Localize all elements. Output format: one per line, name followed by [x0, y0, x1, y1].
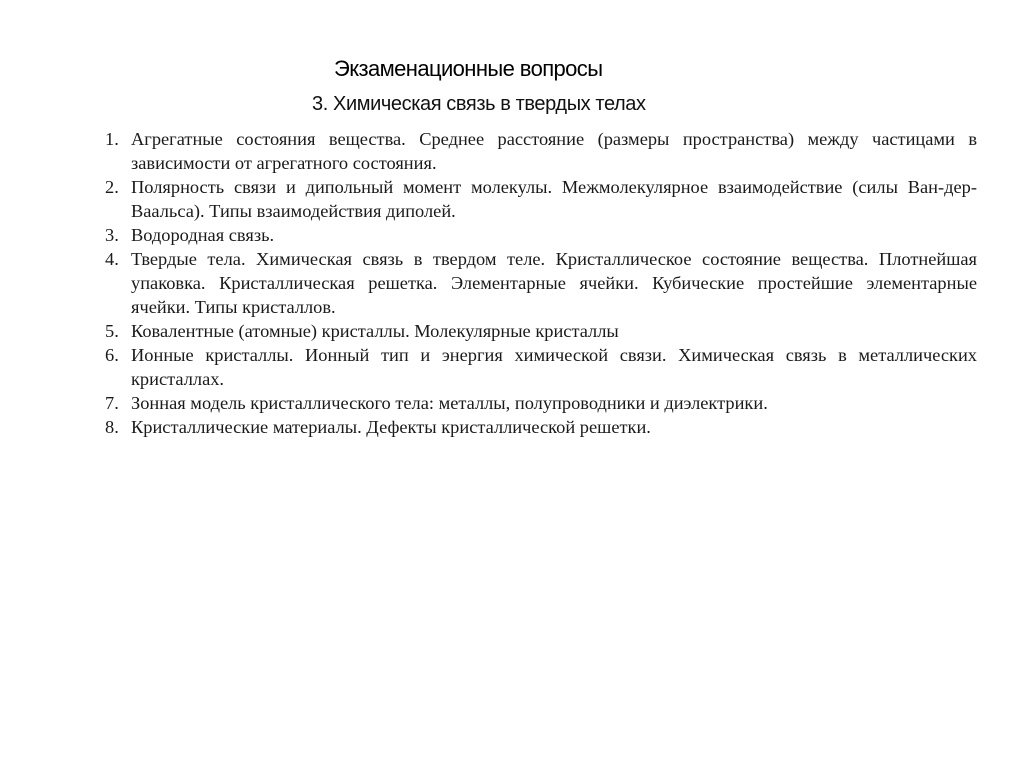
question-number: 7.: [105, 393, 119, 413]
question-number: 8.: [105, 417, 119, 437]
question-text: Зонная модель кристаллического тела: металлы, полупроводники и диэлектрики.: [131, 393, 768, 413]
question-text: Водородная связь.: [131, 225, 275, 245]
question-number: 5.: [105, 321, 119, 341]
question-text: Ковалентные (атомные) кристаллы. Молекулярные кристаллы: [131, 321, 619, 341]
page-title: Экзаменационные вопросы: [334, 56, 603, 81]
question-item-1: [105, 127, 977, 175]
section-subtitle: 3. Химическая связь в твердых телах: [312, 93, 646, 115]
question-text: Полярность связи и дипольный момент молекулы. Межмолекулярное взаимодействие (силы Ван-дер-Ваальса). Типы взаимодействия диполей.: [131, 177, 977, 221]
question-number: 1.: [105, 129, 119, 149]
question-item-5: [105, 319, 977, 343]
question-text: Ионные кристаллы. Ионный тип и энергия химической связи. Химическая связь в металлических кристаллах.: [131, 345, 977, 389]
question-text: Агрегатные состояния вещества. Среднее расстояние (размеры пространства) между частицами в зависимости от агрегатного состояния.: [131, 129, 977, 173]
question-number: 3.: [105, 225, 119, 245]
question-number: 2.: [105, 177, 119, 197]
question-text: Твердые тела. Химическая связь в твердом теле. Кристаллическое состояние вещества. Плотнейшая упаковка. Кристаллическая решетка. Элементарные ячейки. Кубические простейшие элементарные ячейки. Типы кристаллов.: [131, 249, 977, 317]
question-number: 6.: [105, 345, 119, 365]
question-item-4: [105, 247, 977, 319]
question-number: 4.: [105, 249, 119, 269]
question-item-7: [105, 391, 977, 415]
question-item-2: [105, 175, 977, 223]
questions-list: [105, 127, 977, 439]
question-item-8: [105, 415, 977, 439]
question-text: Кристаллические материалы. Дефекты кристаллической решетки.: [131, 417, 651, 437]
question-item-3: [105, 223, 977, 247]
question-item-6: [105, 343, 977, 391]
